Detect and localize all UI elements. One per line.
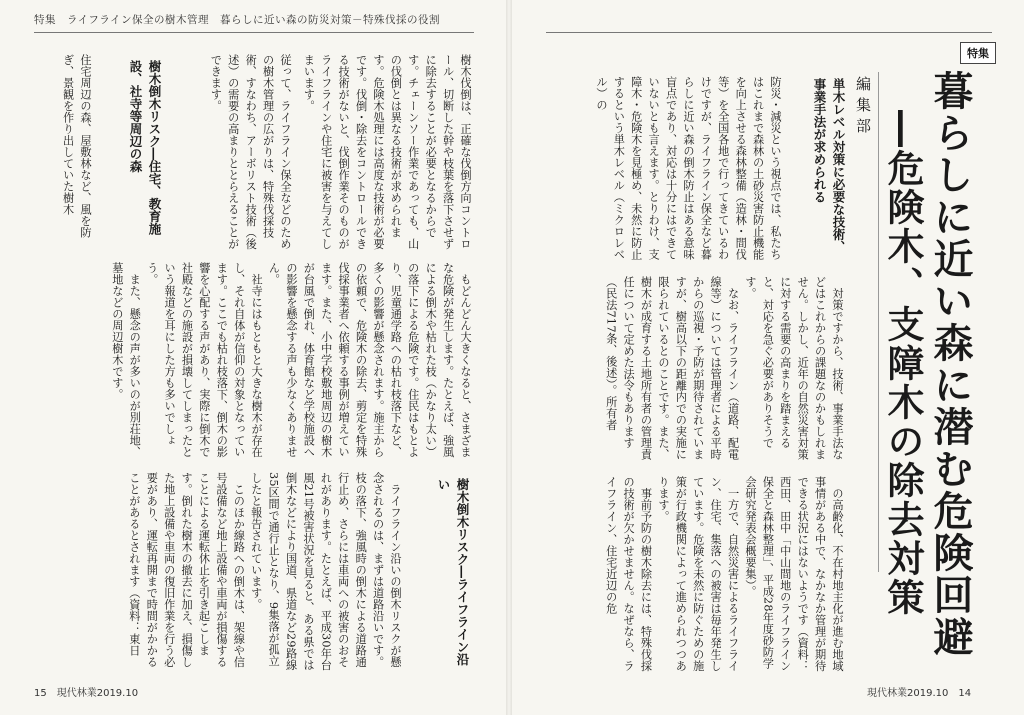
right-upper-section-heading: 単木レベル対策に必要な技術、事業手法が求められる — [812, 78, 846, 253]
left-upper-body-2: 従って、ライフライン保全などのための樹木管理の広がりは、特殊伐採技術、すなわち、アーボリスト技術（後述）の需要の高まりととらえることができます。 — [209, 54, 292, 250]
right-upper-body: 防災・減災という視点では、私たちはこれまで森林の土砂災害防止機能を向上させる森林整備（造林・間伐等）を全国各地で行ってきているわけですが、ライフライン保全など暮らしに近い森の倒木防止はある意味盲点であり、対応は十分にはできていないとも言えます。とりわけ、支障木・危険木を見極め、未然に防止するという単木レベル（ミクロレベル）の — [594, 76, 782, 260]
left-upper-body-1: 樹木伐倒は、正確な伐倒方向コントロール、切断した幹や枝葉を落下させずに除去することが必要となるからです。チェーンソー作業であっても、山の伐倒とは異なる技術が求められます。危険木処理には高度な技術が必要です。伐倒・除去をコントロールできる技術がないと、伐倒作業そのものがライフラインや住宅に被害を与えてしまいます。 — [302, 54, 472, 250]
feature-title: 暮らしに近い森に潜む危険回避 — [927, 70, 973, 658]
left-lower-section-heading: 樹木倒木リスク―ライフライン沿い — [436, 478, 470, 666]
byline: 編集部 — [854, 76, 872, 139]
left-upper-section-heading: 樹木倒木リスク―住宅、教育施設、社寺等周辺の森 — [128, 60, 162, 235]
title-divider — [878, 72, 879, 572]
right-middle-body: 対策ですから、技術、事業手法などはこれからの課題なのかもしれません。しかし、近年の自然災害対策に対する需要の高まりを踏まえると、対応を急ぐ必要がありそうです。 なお、ライフライン（道路、配電線等）については管理者による平時からの巡視・予防が期待されていますが、樹高以下の距離内での実施に限られているとのことです。また、樹木が成育する土地所有者の管理責任について定めた法令もあります（民法717条、後述）。所有者 — [604, 276, 844, 460]
left-folio: 15 現代林業2019.10 — [34, 688, 139, 699]
left-lower-body: ライフライン沿いの倒木リスクが懸念されるのは、まずは道路沿いです。枝の落下、強風時の倒木による道路通行止め、さらには車両への被害のおそれがあります。たとえば、平成30年台風21号被害状況を見ると、ある県では倒木などにより国道、県道など29路線35区間で通行止となり、9集落が孤立したと報告されています。 このほか線路への倒木は、架線や信号設備など地上設備や車両が損傷することによる運転休止を引き起こします。倒れた樹木の撤去に加え、損傷した地上設備や車両の復旧作業を行う必要があり、運転再開まで時間がかかることがあるとされます（資料：東日 — [127, 472, 402, 671]
left-upper-body-3: 住宅周辺の森、屋敷林など、風を防ぎ、景観を作り出していた樹木 — [61, 54, 92, 238]
feature-subtitle: ―危険木、支障木の除去対策 — [881, 110, 924, 617]
left-middle-body: もどんどん大きくなると、さまざまな危険が発生します。たとえば、強風による倒木や枯れた枝（かなり太い）の落下による危険です。住民はもとより、児童通学路への枯れ枝落下など、多くの影響が懸念されます。施主からの依頼で、危険木の除去、剪定を特殊伐採事業者へ依頼する事例が増えています。また、小中学校敷地周辺の樹木が台風で倒れ、体育館など学校施設への影響を懸念する声も少なくありません。 社寺にはもともと大きな樹木が存在し、それ自体が信仰の対象となっています。ここでも枯れ枝落下、倒木の影響を心配する声があり、実際に倒木で社殿などの施設が損壊してしまったという報道を耳にした方も多いでしょう。 また、懸念の声が多いのが別荘地、墓地などの周辺樹木です。 — [110, 262, 472, 458]
feature-label: 特集 — [960, 42, 996, 64]
right-header-rule — [546, 32, 992, 33]
right-lower-body: の高齢化、不在村地主化が進む地域事情がある中で、なかなか管理が期待できる状況にはないようです（資料：西田、田中「中山間地のライフライン保全と森林整理」、平成28年度砂防学会研究発表会概要集）。 一方で、自然災害によるライフライン、住宅、集落への被害は毎年発生しています。危険を未然に防ぐための施策が行政機関によって進められつつあります。 事前予防の樹木除去には、特殊伐採の技術が欠かせません。なぜなら、ライフライン、住宅近辺の危 — [604, 476, 844, 672]
right-folio: 現代林業2019.10 14 — [867, 688, 972, 699]
left-page — [0, 0, 507, 715]
left-running-header: 特集 ライフライン保全の樹木管理 暮らしに近い森の防災対策－特殊伐採の役割 — [34, 14, 441, 26]
left-header-rule — [34, 32, 474, 33]
